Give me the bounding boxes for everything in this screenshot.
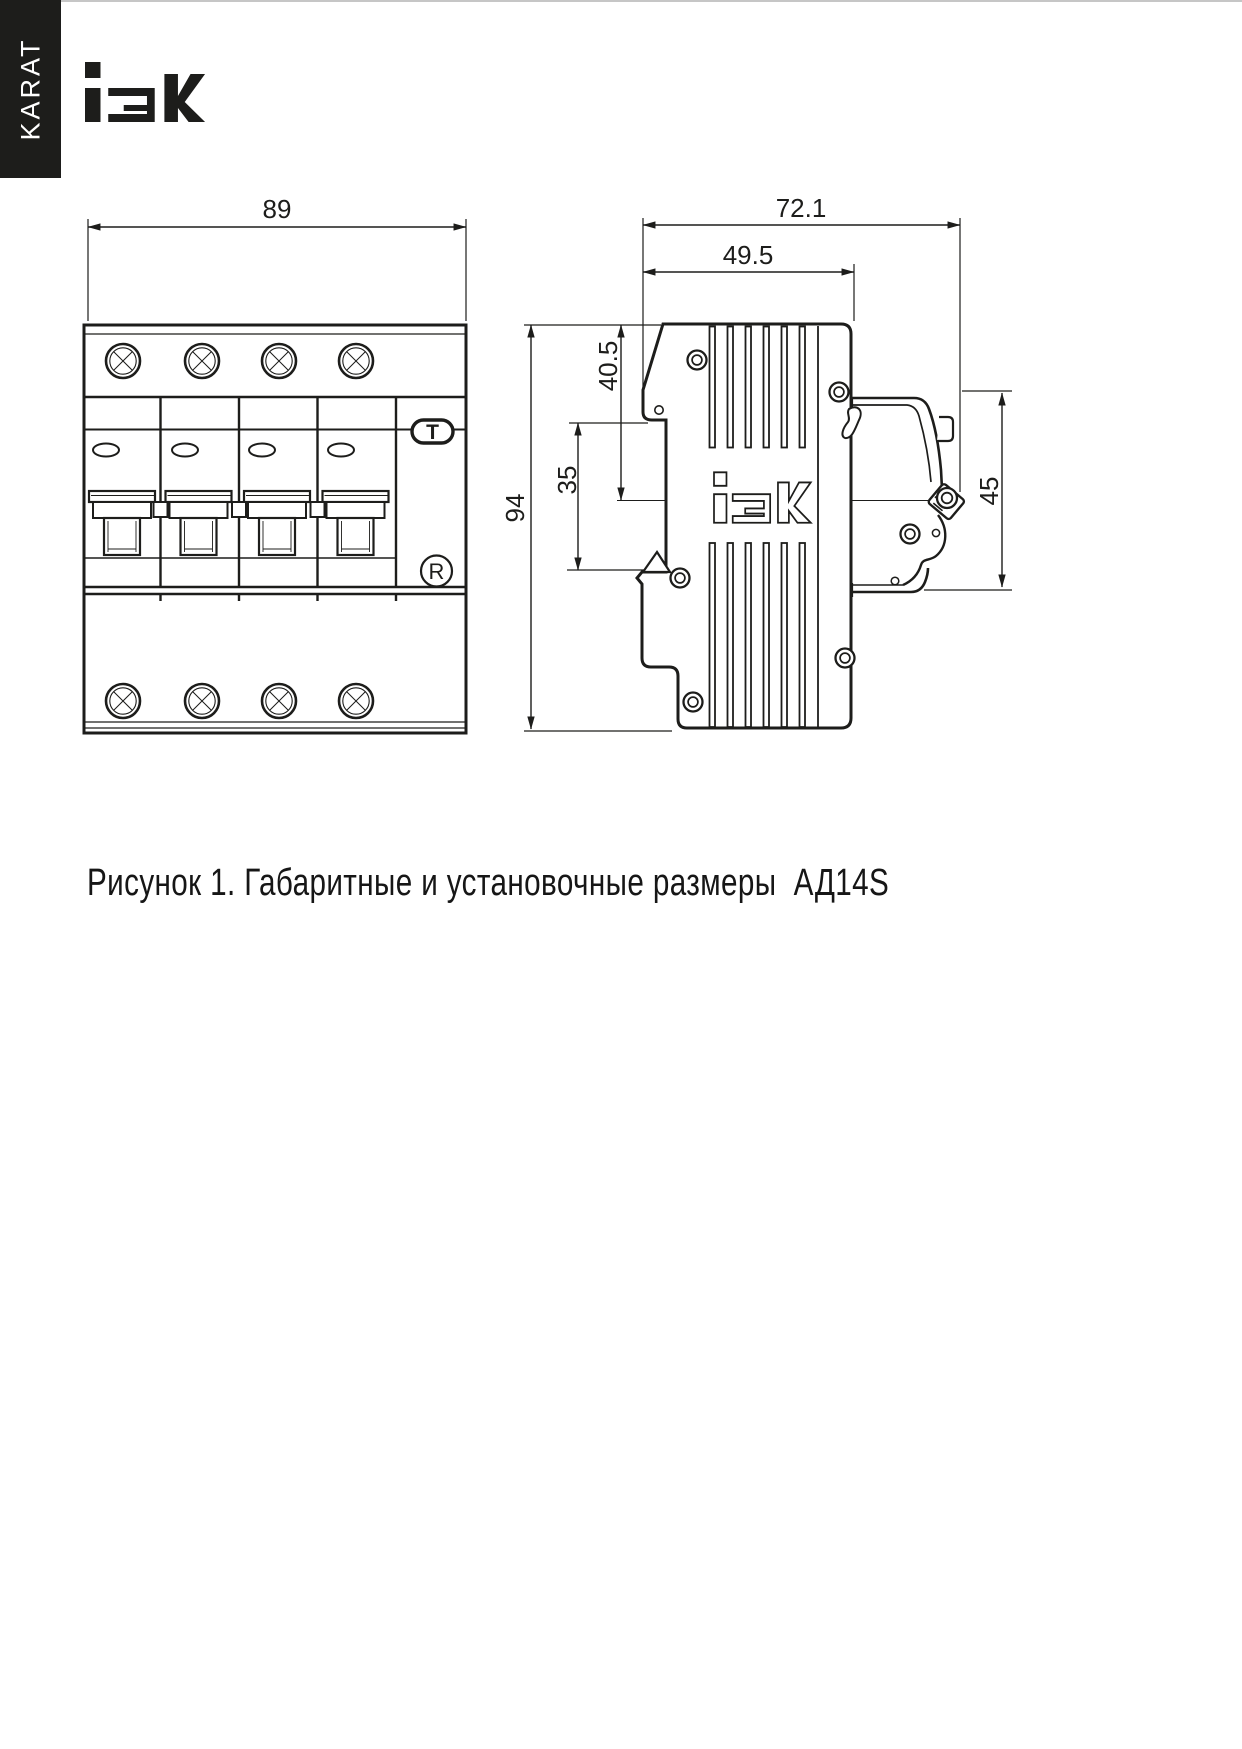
dim-terminal-zone: 45 [974,476,1004,506]
figure-caption: Рисунок 1. Габаритные и установочные размеры АД14S [87,862,890,904]
karat-label: KARAT [15,37,45,141]
karat-side-tab [0,0,61,178]
iek-logo-icon [85,58,207,122]
dim-depth-body: 49.5 [722,240,774,270]
screw-terminal-icon [262,344,296,378]
screw-terminal-icon [185,344,219,378]
screw-terminal-icon [106,344,140,378]
indicator-window [172,444,198,457]
screw-icon [671,569,690,588]
terminal-clamp [842,397,965,597]
screw-icon [684,693,703,712]
screw-terminal-icon [339,344,373,378]
dim-top-to-rail: 40.5 [593,340,623,392]
screw-terminal-icon [339,684,373,718]
screw-icon [836,649,855,668]
screw-terminal-icon [262,684,296,718]
indicator-window [249,444,275,457]
test-button-label: T [426,421,439,444]
side-body-outline [637,324,851,728]
dim-front-width: 89 [262,194,292,224]
dim-height: 94 [500,493,530,523]
front-extension-lines [88,219,466,321]
screw-terminal-icon [185,684,219,718]
screw-icon [688,351,707,370]
side-view-drawing [460,170,1040,750]
page-top-edge [0,0,1242,2]
screw-icon [901,525,920,544]
indicator-window [93,444,119,457]
registered-mark-label: R [428,559,445,584]
dim-rail-seat: 35 [552,465,582,495]
screw-icon [830,383,849,402]
indicator-window [328,444,354,457]
dim-depth-overall: 72.1 [775,193,827,223]
screw-terminal-icon [106,684,140,718]
front-view-drawing [60,170,480,750]
